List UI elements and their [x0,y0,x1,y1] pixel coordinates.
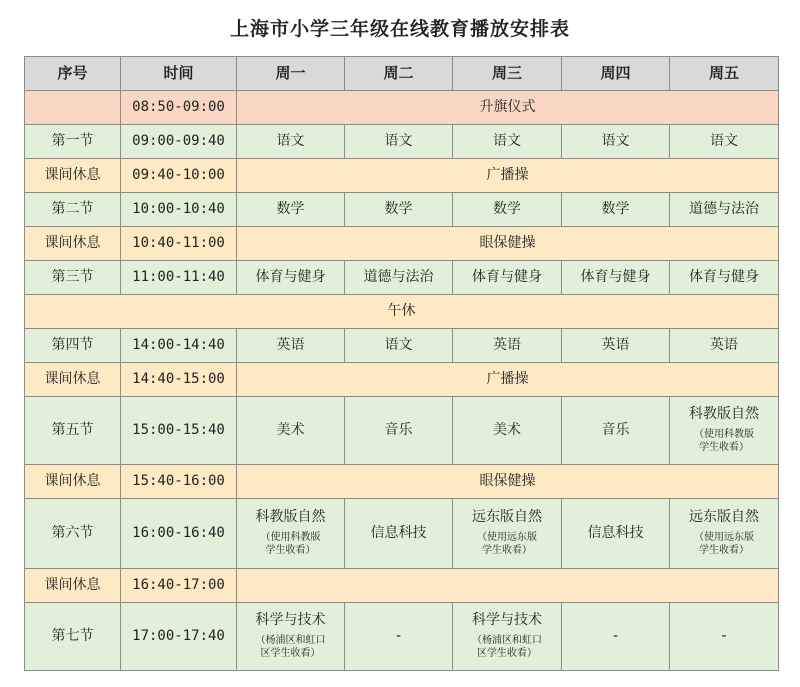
subject-cell [453,603,562,671]
subject-cell: 语文 [670,125,779,159]
note-line: （使用远东版 [694,531,754,543]
subject-cell: 体育与健身 [237,261,345,295]
table-row [25,397,779,465]
period-cell: 课间休息 [25,227,121,261]
time-cell: 08:50-09:00 [121,91,237,125]
subject-cell: 美术 [237,397,345,465]
period-cell: 课间休息 [25,465,121,499]
event-cell: 眼保健操 [237,227,779,261]
subject-cell: 数学 [562,193,670,227]
table-row [25,603,779,671]
note-line: 区学生收看） [260,648,321,660]
subject-cell: 英语 [453,329,562,363]
subject-cell: 美术 [453,397,562,465]
subject-cell: 语文 [345,125,453,159]
event-cell: 广播操 [237,363,779,397]
subject-cell: 体育与健身 [453,261,562,295]
event-cell: 广播操 [237,159,779,193]
subject-note [453,634,561,661]
subject-cell: - [345,603,453,671]
page-title: 上海市小学三年级在线教育播放安排表 [229,18,570,40]
subject-note [237,531,344,558]
header-cell: 序号 [25,57,121,91]
subject-cell: 体育与健身 [670,261,779,295]
time-cell: 09:00-09:40 [121,125,237,159]
event-cell: 升旗仪式 [237,91,779,125]
note-line: （使用科教版 [260,531,321,543]
subject-cell: 道德与法治 [670,193,779,227]
schedule-table [24,56,779,671]
subject-note [670,531,778,558]
note-line: （杨浦区和虹口 [255,634,326,646]
period-cell: 课间休息 [25,159,121,193]
table-row [25,465,779,499]
table-row [25,193,779,227]
subject-cell: 音乐 [562,397,670,465]
table-row [25,159,779,193]
time-cell: 10:40-11:00 [121,227,237,261]
period-cell: 第四节 [25,329,121,363]
time-cell: 10:00-10:40 [121,193,237,227]
subject-cell: 数学 [453,193,562,227]
subject-name: 科学与技术 [255,612,326,629]
period-cell: 第五节 [25,397,121,465]
subject-cell: 信息科技 [562,499,670,569]
table-row [25,91,779,125]
time-cell: 16:00-16:40 [121,499,237,569]
subject-cell [670,397,779,465]
subject-cell: 信息科技 [345,499,453,569]
subject-cell: 语文 [453,125,562,159]
time-cell: 17:00-17:40 [121,603,237,671]
subject-cell: 语文 [562,125,670,159]
table-row [25,499,779,569]
subject-cell: 音乐 [345,397,453,465]
subject-cell [670,499,779,569]
header-cell: 周二 [345,57,453,91]
header-cell: 周一 [237,57,345,91]
period-cell: 第二节 [25,193,121,227]
subject-name: 科教版自然 [689,406,759,423]
subject-cell [237,603,345,671]
header-cell: 周三 [453,57,562,91]
table-row [25,125,779,159]
subject-cell: 英语 [562,329,670,363]
time-cell: 15:40-16:00 [121,465,237,499]
table-row [25,569,779,603]
period-cell: 第三节 [25,261,121,295]
header-cell: 周五 [670,57,779,91]
note-line: （使用科教版 [694,428,754,440]
subject-note [237,634,344,661]
time-cell: 09:40-10:00 [121,159,237,193]
period-cell: 第六节 [25,499,121,569]
lunch-cell: 午休 [25,295,779,329]
subject-cell: 英语 [670,329,779,363]
note-line: 学生收看） [482,545,532,557]
note-line: 学生收看） [699,442,749,454]
period-cell: 第一节 [25,125,121,159]
subject-name: 科教版自然 [255,509,326,526]
subject-cell: - [562,603,670,671]
subject-cell [237,499,345,569]
note-line: 学生收看） [265,545,316,557]
period-cell: 课间休息 [25,569,121,603]
subject-cell: - [670,603,779,671]
table-row [25,261,779,295]
subject-note [453,531,561,558]
period-cell: 课间休息 [25,363,121,397]
subject-cell [453,499,562,569]
subject-cell: 数学 [237,193,345,227]
period-cell: 第七节 [25,603,121,671]
event-cell [237,569,779,603]
subject-name: 远东版自然 [472,509,542,526]
subject-cell: 数学 [345,193,453,227]
table-row [25,363,779,397]
note-line: （使用远东版 [477,531,537,543]
subject-note [670,428,778,455]
header-row [25,57,779,91]
subject-cell: 体育与健身 [562,261,670,295]
table-row [25,329,779,363]
time-cell: 14:40-15:00 [121,363,237,397]
subject-cell: 语文 [237,125,345,159]
time-cell: 14:00-14:40 [121,329,237,363]
time-cell: 16:40-17:00 [121,569,237,603]
time-cell: 11:00-11:40 [121,261,237,295]
note-line: 区学生收看） [477,648,537,660]
subject-cell: 道德与法治 [345,261,453,295]
header-cell: 周四 [562,57,670,91]
event-cell: 眼保健操 [237,465,779,499]
table-row [25,227,779,261]
table-row [25,295,779,329]
period-cell [25,91,121,125]
subject-cell: 语文 [345,329,453,363]
time-cell: 15:00-15:40 [121,397,237,465]
subject-name: 科学与技术 [472,612,542,629]
header-cell: 时间 [121,57,237,91]
note-line: 学生收看） [699,545,749,557]
subject-cell: 英语 [237,329,345,363]
subject-name: 远东版自然 [689,509,759,526]
note-line: （杨浦区和虹口 [472,634,542,646]
